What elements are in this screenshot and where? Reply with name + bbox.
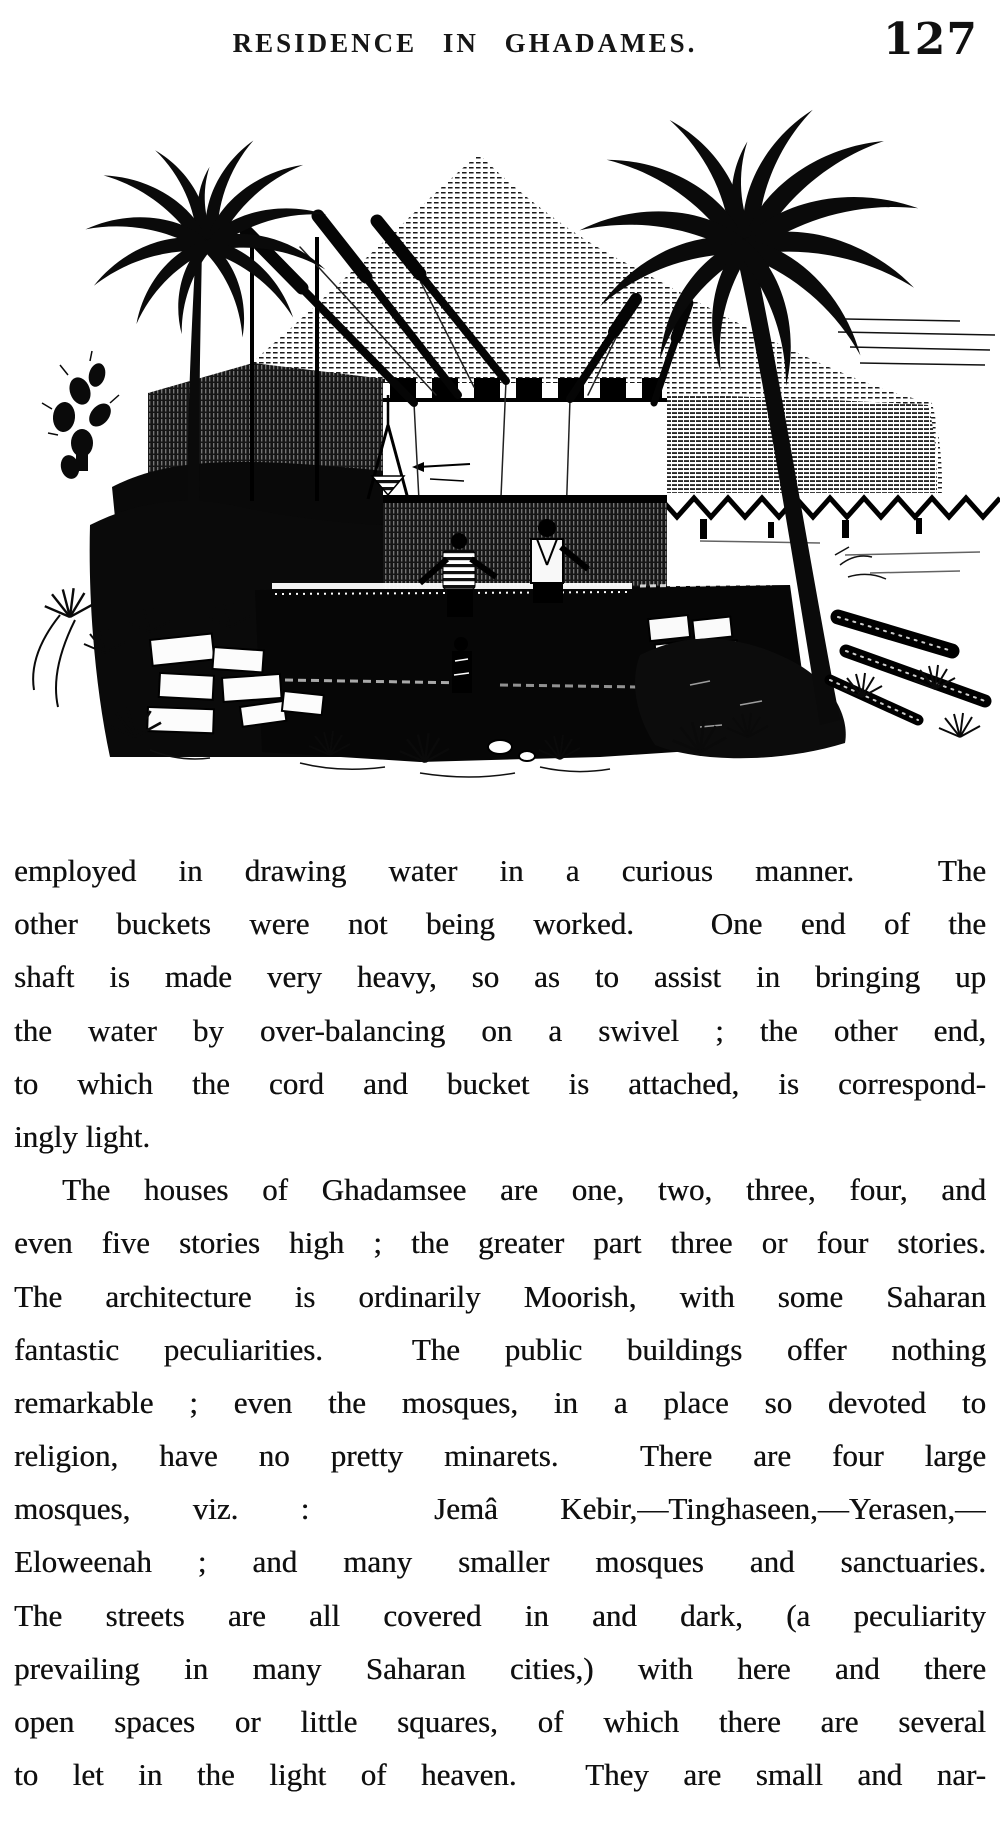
text-line: The houses of Ghadamsee are one, two, three, four, and: [62, 1172, 986, 1208]
cactus: [42, 351, 119, 481]
text-line: shaft is made very heavy, so as to assist in bringing up: [14, 959, 986, 995]
text-line: The architecture is ordinarily Moorish, with some Saharan: [14, 1278, 986, 1314]
paragraph: [14, 1163, 986, 1801]
page-number: 127: [883, 14, 978, 65]
text-line: open spaces or little squares, of which there are several: [14, 1704, 986, 1739]
text-line: Eloweenah ; and many smaller mosques and sanctuaries.: [14, 1544, 986, 1580]
text-line: to let in the light of heaven. They are small and nar-: [14, 1757, 986, 1793]
text-block: [14, 844, 986, 1801]
text-line: prevailing in many Saharan cities,) with here and there: [14, 1650, 986, 1686]
zigzag-wall: [660, 493, 1000, 573]
text-line: other buckets were not being worked. One end of the: [14, 906, 986, 942]
text-line: to which the cord and bucket is attached, is correspond-: [14, 1065, 986, 1101]
text-line: The streets are all covered in and dark, (a peculiarity: [14, 1597, 986, 1633]
text-line: employed in drawing water in a curious manner. The: [14, 853, 986, 888]
running-title: RESIDENCE IN GHADAMES.: [232, 28, 698, 58]
text-line: mosques, viz. : Jemâ Kebir,—Tinghaseen,—Yerasen,—: [14, 1491, 986, 1527]
well-scene-engraving: [0, 95, 1000, 795]
text-line: remarkable ; even the mosques, in a place so devoted to: [14, 1384, 986, 1420]
timber-logs: [830, 617, 985, 720]
text-line: the water by over-balancing on a swivel ; the other end,: [14, 1012, 986, 1048]
text-line: even five stories high ; the greater part three or four stories.: [14, 1225, 986, 1261]
page-header: [0, 12, 1000, 72]
paragraph: [14, 844, 986, 1163]
text-line: religion, have no pretty minarets. There are four large: [14, 1438, 986, 1474]
text-line: ingly light.: [14, 1118, 151, 1154]
text-line: fantastic peculiarities. The public buildings offer nothing: [14, 1331, 986, 1367]
